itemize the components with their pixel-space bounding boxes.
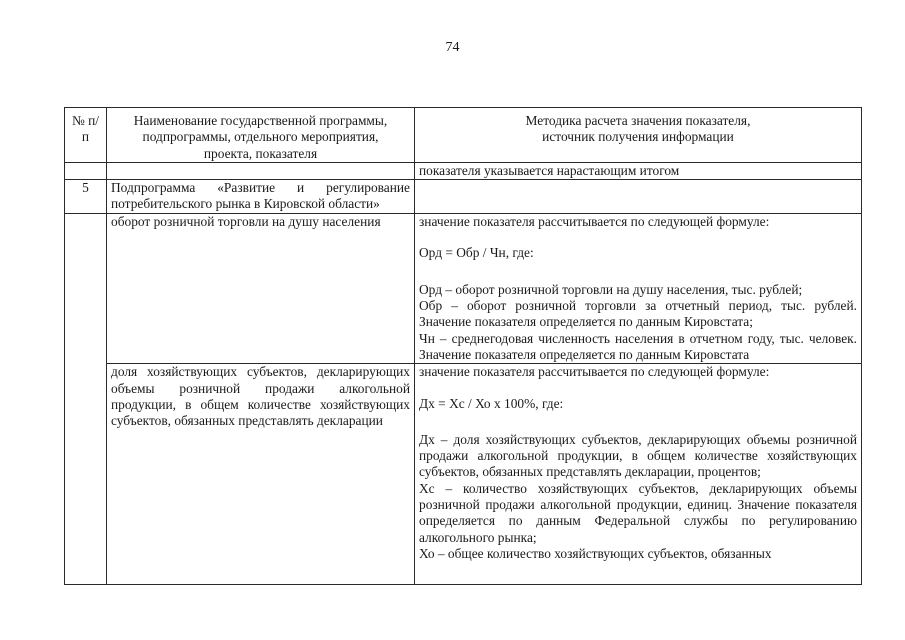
- indicator-name: оборот розничной торговли на душу населения: [107, 214, 415, 364]
- formula-intro: значение показателя рассчитывается по следующей формуле:: [419, 214, 770, 230]
- definition: Чн – среднегодовая численность населения в отчетном году, тыс. человек. Значение показателя определяется по данным Кировстата: [419, 330, 857, 362]
- formula-intro: значение показателя рассчитывается по следующей формуле:: [419, 364, 770, 380]
- definition: Орд – оборот розничной торговли на душу населения, тыс. рублей;: [419, 281, 803, 297]
- indicator-method: [415, 214, 862, 364]
- formula: Дх = Хс / Хо х 100%, где:: [419, 395, 564, 411]
- indicators-table: [64, 107, 862, 585]
- definition: Хс – количество хозяйствующих субъектов, декларирующих объемы розничной продажи алкогольной продукции, единиц. Значение показателя определяется по данным Федеральной службы по регулированию алкогольного рынка;: [419, 480, 857, 545]
- section-title: Подпрограмма «Развитие и регулирование потребительского рынка в Кировской области»: [107, 180, 415, 214]
- indicator-name: доля хозяйствующих субъектов, декларирующих объемы розничной продажи алкогольной продукции, в общем количестве хозяйствующих субъектов, обязанных представлять декларации: [107, 364, 415, 585]
- formula: Орд = Обр / Чн, где:: [419, 245, 534, 261]
- section-row: [65, 180, 862, 214]
- continuation-text: показателя указывается нарастающим итогом: [415, 162, 862, 179]
- indicator-method: [415, 364, 862, 585]
- header-method: Методика расчета значения показателя, источник получения информации: [415, 108, 862, 163]
- header-num: № п/п: [65, 108, 107, 163]
- definition: Хо – общее количество хозяйствующих субъектов, обязанных: [419, 545, 772, 561]
- table-row: [65, 364, 862, 585]
- page-number: 74: [445, 40, 460, 55]
- table-row: [65, 214, 862, 364]
- continuation-row: [65, 162, 862, 179]
- table-header-row: [65, 108, 862, 163]
- definition: Дх – доля хозяйствующих субъектов, декларирующих объемы розничной продажи алкогольной продукции, в общем количестве хозяйствующих субъектов, обязанных представлять декларации, процентов;: [419, 431, 857, 480]
- definition: Обр – оборот розничной торговли за отчетный период, тыс. рублей. Значение показателя определяется по данным Кировстата;: [419, 298, 857, 330]
- header-name: Наименование государственной программы, подпрограммы, отдельного мероприятия, проекта, показателя: [107, 108, 415, 163]
- section-number: 5: [65, 180, 107, 214]
